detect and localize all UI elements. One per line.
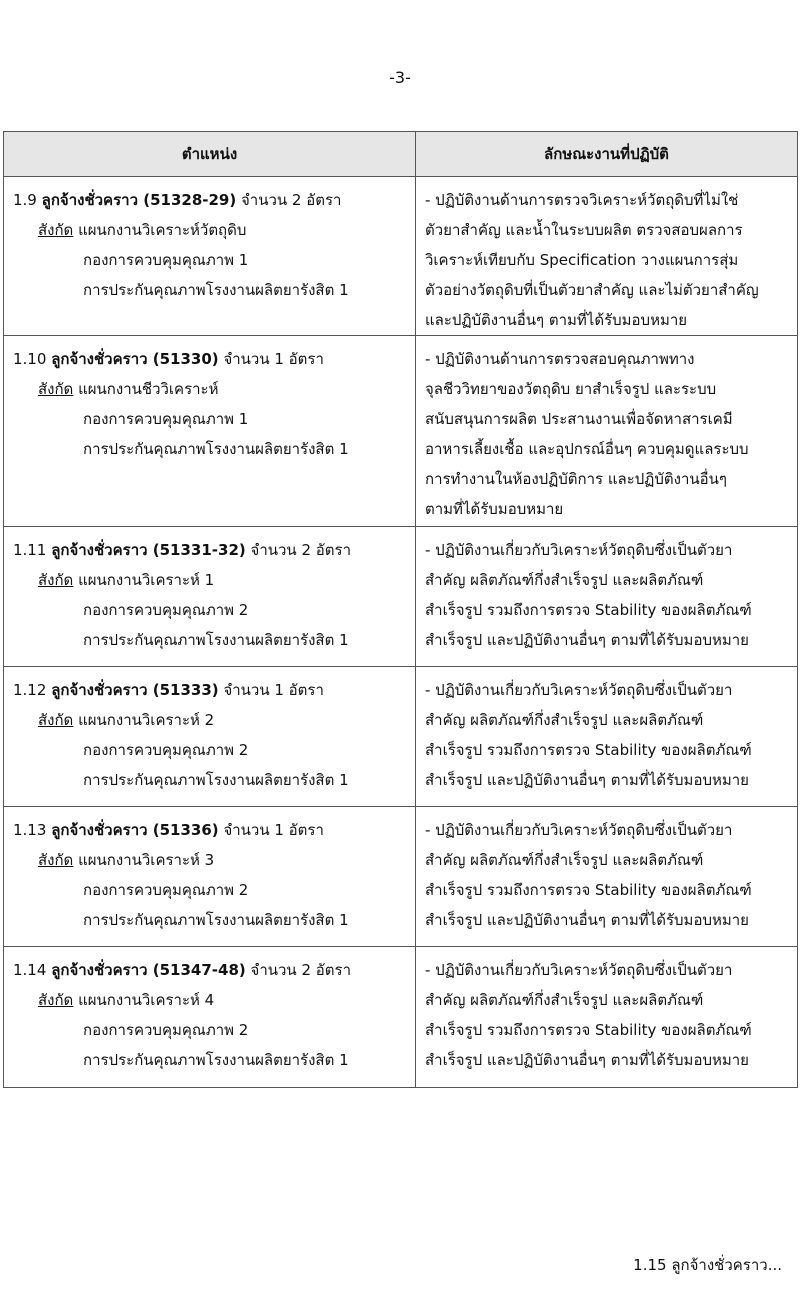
affiliation-label: สังกัด: [38, 571, 74, 589]
position-heading: [13, 344, 407, 374]
position-title: ลูกจ้างชั่วคราว (51330): [51, 350, 219, 368]
affiliation-line: [13, 985, 407, 1015]
duties-cell: [416, 667, 798, 807]
position-number: 1.10: [13, 350, 47, 368]
duty-line: สนับสนุนการผลิต ประสานงานเพื่อจัดหาสารเคมี: [425, 410, 733, 428]
position-quota: จำนวน 1 อัตรา: [223, 350, 324, 368]
table-row: [4, 527, 798, 667]
table-row: [4, 667, 798, 807]
duty-line: ตัวยาสำคัญ และน้ำในระบบผลิต ตรวจสอบผลการ: [425, 221, 743, 239]
position-title: ลูกจ้างชั่วคราว (51336): [51, 821, 219, 839]
position-cell: [4, 807, 416, 947]
unit-section: แผนกงานวิเคราะห์ 4: [78, 991, 215, 1009]
unit-department: การประกันคุณภาพโรงงานผลิตยารังสิต 1: [83, 1051, 349, 1069]
table-row: [4, 336, 798, 527]
duty-line: สำเร็จรูป และปฏิบัติงานอื่นๆ ตามที่ได้รับมอบหมาย: [425, 911, 749, 929]
position-heading: [13, 815, 407, 845]
duty-line: สำเร็จรูป และปฏิบัติงานอื่นๆ ตามที่ได้รับมอบหมาย: [425, 631, 749, 649]
position-title: ลูกจ้างชั่วคราว (51331-32): [51, 541, 246, 559]
table-body: [4, 177, 798, 1088]
duty-line: - ปฏิบัติงานเกี่ยวกับวิเคราะห์วัตถุดิบซึ่งเป็นตัวยา: [425, 681, 733, 699]
duty-line: - ปฏิบัติงานเกี่ยวกับวิเคราะห์วัตถุดิบซึ่งเป็นตัวยา: [425, 541, 733, 559]
duties-cell: [416, 807, 798, 947]
position-cell: [4, 336, 416, 527]
unit-department: การประกันคุณภาพโรงงานผลิตยารังสิต 1: [83, 281, 349, 299]
position-heading: [13, 535, 407, 565]
unit-division: กองการควบคุมคุณภาพ 2: [83, 741, 249, 759]
unit-section: แผนกงานวิเคราะห์ 1: [78, 571, 215, 589]
unit-division: กองการควบคุมคุณภาพ 2: [83, 1021, 249, 1039]
position-quota: จำนวน 2 อัตรา: [250, 541, 351, 559]
duty-line: สำเร็จรูป รวมถึงการตรวจ Stability ของผลิตภัณฑ์: [425, 601, 752, 619]
header-duties: ลักษณะงานที่ปฏิบัติ: [416, 132, 798, 177]
duty-line: - ปฏิบัติงานด้านการตรวจวิเคราะห์วัตถุดิบที่ไม่ใช่: [425, 191, 739, 209]
duties-cell: [416, 947, 798, 1088]
duty-line: สำคัญ ผลิตภัณฑ์กึ่งสำเร็จรูป และผลิตภัณฑ์: [425, 711, 704, 729]
table-header-row: [4, 132, 798, 177]
position-quota: จำนวน 2 อัตรา: [241, 191, 342, 209]
affiliation-line: [13, 374, 407, 404]
unit-department: การประกันคุณภาพโรงงานผลิตยารังสิต 1: [83, 440, 349, 458]
position-heading: [13, 955, 407, 985]
duty-line: สำคัญ ผลิตภัณฑ์กึ่งสำเร็จรูป และผลิตภัณฑ์: [425, 571, 704, 589]
unit-department: การประกันคุณภาพโรงงานผลิตยารังสิต 1: [83, 911, 349, 929]
position-quota: จำนวน 1 อัตรา: [223, 681, 324, 699]
unit-section: แผนกงานวิเคราะห์วัตถุดิบ: [78, 221, 247, 239]
position-number: 1.11: [13, 541, 47, 559]
position-number: 1.13: [13, 821, 47, 839]
duty-line: อาหารเลี้ยงเชื้อ และอุปกรณ์อื่นๆ ควบคุมดูแลระบบ: [425, 440, 749, 458]
duty-line: สำคัญ ผลิตภัณฑ์กึ่งสำเร็จรูป และผลิตภัณฑ์: [425, 991, 704, 1009]
table-row: [4, 177, 798, 336]
unit-section: แผนกงานชีววิเคราะห์: [78, 380, 219, 398]
position-cell: [4, 177, 416, 336]
unit-department: การประกันคุณภาพโรงงานผลิตยารังสิต 1: [83, 631, 349, 649]
affiliation-line: [13, 705, 407, 735]
duties-cell: [416, 177, 798, 336]
duty-line: การทำงานในห้องปฏิบัติการ และปฏิบัติงานอื่นๆ: [425, 470, 727, 488]
position-title: ลูกจ้างชั่วคราว (51347-48): [51, 961, 246, 979]
table-row: [4, 807, 798, 947]
affiliation-label: สังกัด: [38, 851, 74, 869]
duty-line: สำเร็จรูป รวมถึงการตรวจ Stability ของผลิตภัณฑ์: [425, 1021, 752, 1039]
position-number: 1.14: [13, 961, 47, 979]
position-heading: [13, 675, 407, 705]
continuation-footer: 1.15 ลูกจ้างชั่วคราว...: [633, 1256, 782, 1274]
table-row: [4, 947, 798, 1088]
duty-line: สำเร็จรูป รวมถึงการตรวจ Stability ของผลิตภัณฑ์: [425, 741, 752, 759]
unit-division: กองการควบคุมคุณภาพ 2: [83, 601, 249, 619]
unit-division: กองการควบคุมคุณภาพ 2: [83, 881, 249, 899]
position-number: 1.9: [13, 191, 37, 209]
affiliation-line: [13, 845, 407, 875]
unit-department: การประกันคุณภาพโรงงานผลิตยารังสิต 1: [83, 771, 349, 789]
position-heading: [13, 185, 407, 215]
page-number: -3-: [389, 68, 411, 87]
affiliation-line: [13, 215, 407, 245]
duty-line: - ปฏิบัติงานด้านการตรวจสอบคุณภาพทาง: [425, 350, 695, 368]
position-cell: [4, 667, 416, 807]
positions-table: [3, 131, 798, 1088]
position-title: ลูกจ้างชั่วคราว (51328-29): [41, 191, 237, 209]
duty-line: สำคัญ ผลิตภัณฑ์กึ่งสำเร็จรูป และผลิตภัณฑ์: [425, 851, 704, 869]
position-cell: [4, 947, 416, 1088]
unit-division: กองการควบคุมคุณภาพ 1: [83, 251, 249, 269]
affiliation-label: สังกัด: [38, 221, 74, 239]
position-quota: จำนวน 2 อัตรา: [250, 961, 351, 979]
affiliation-label: สังกัด: [38, 711, 74, 729]
unit-section: แผนกงานวิเคราะห์ 3: [78, 851, 215, 869]
duty-line: สำเร็จรูป รวมถึงการตรวจ Stability ของผลิตภัณฑ์: [425, 881, 752, 899]
unit-section: แผนกงานวิเคราะห์ 2: [78, 711, 215, 729]
position-cell: [4, 527, 416, 667]
duties-cell: [416, 336, 798, 527]
position-number: 1.12: [13, 681, 47, 699]
position-quota: จำนวน 1 อัตรา: [223, 821, 324, 839]
header-position: ตำแหน่ง: [4, 132, 416, 177]
duty-line: วิเคราะห์เทียบกับ Specification วางแผนการสุ่ม: [425, 251, 739, 269]
duty-line: ตามที่ได้รับมอบหมาย: [425, 500, 564, 518]
duty-line: - ปฏิบัติงานเกี่ยวกับวิเคราะห์วัตถุดิบซึ่งเป็นตัวยา: [425, 821, 733, 839]
duty-line: ตัวอย่างวัตถุดิบที่เป็นตัวยาสำคัญ และไม่ตัวยาสำคัญ: [425, 281, 759, 299]
duty-line: สำเร็จรูป และปฏิบัติงานอื่นๆ ตามที่ได้รับมอบหมาย: [425, 1051, 749, 1069]
duty-line: จุลชีววิทยาของวัตถุดิบ ยาสำเร็จรูป และระบบ: [425, 380, 717, 398]
position-title: ลูกจ้างชั่วคราว (51333): [51, 681, 219, 699]
affiliation-label: สังกัด: [38, 991, 74, 1009]
duty-line: - ปฏิบัติงานเกี่ยวกับวิเคราะห์วัตถุดิบซึ่งเป็นตัวยา: [425, 961, 733, 979]
duty-line: และปฏิบัติงานอื่นๆ ตามที่ได้รับมอบหมาย: [425, 311, 688, 329]
unit-division: กองการควบคุมคุณภาพ 1: [83, 410, 249, 428]
affiliation-label: สังกัด: [38, 380, 74, 398]
duty-line: สำเร็จรูป และปฏิบัติงานอื่นๆ ตามที่ได้รับมอบหมาย: [425, 771, 749, 789]
duties-cell: [416, 527, 798, 667]
affiliation-line: [13, 565, 407, 595]
